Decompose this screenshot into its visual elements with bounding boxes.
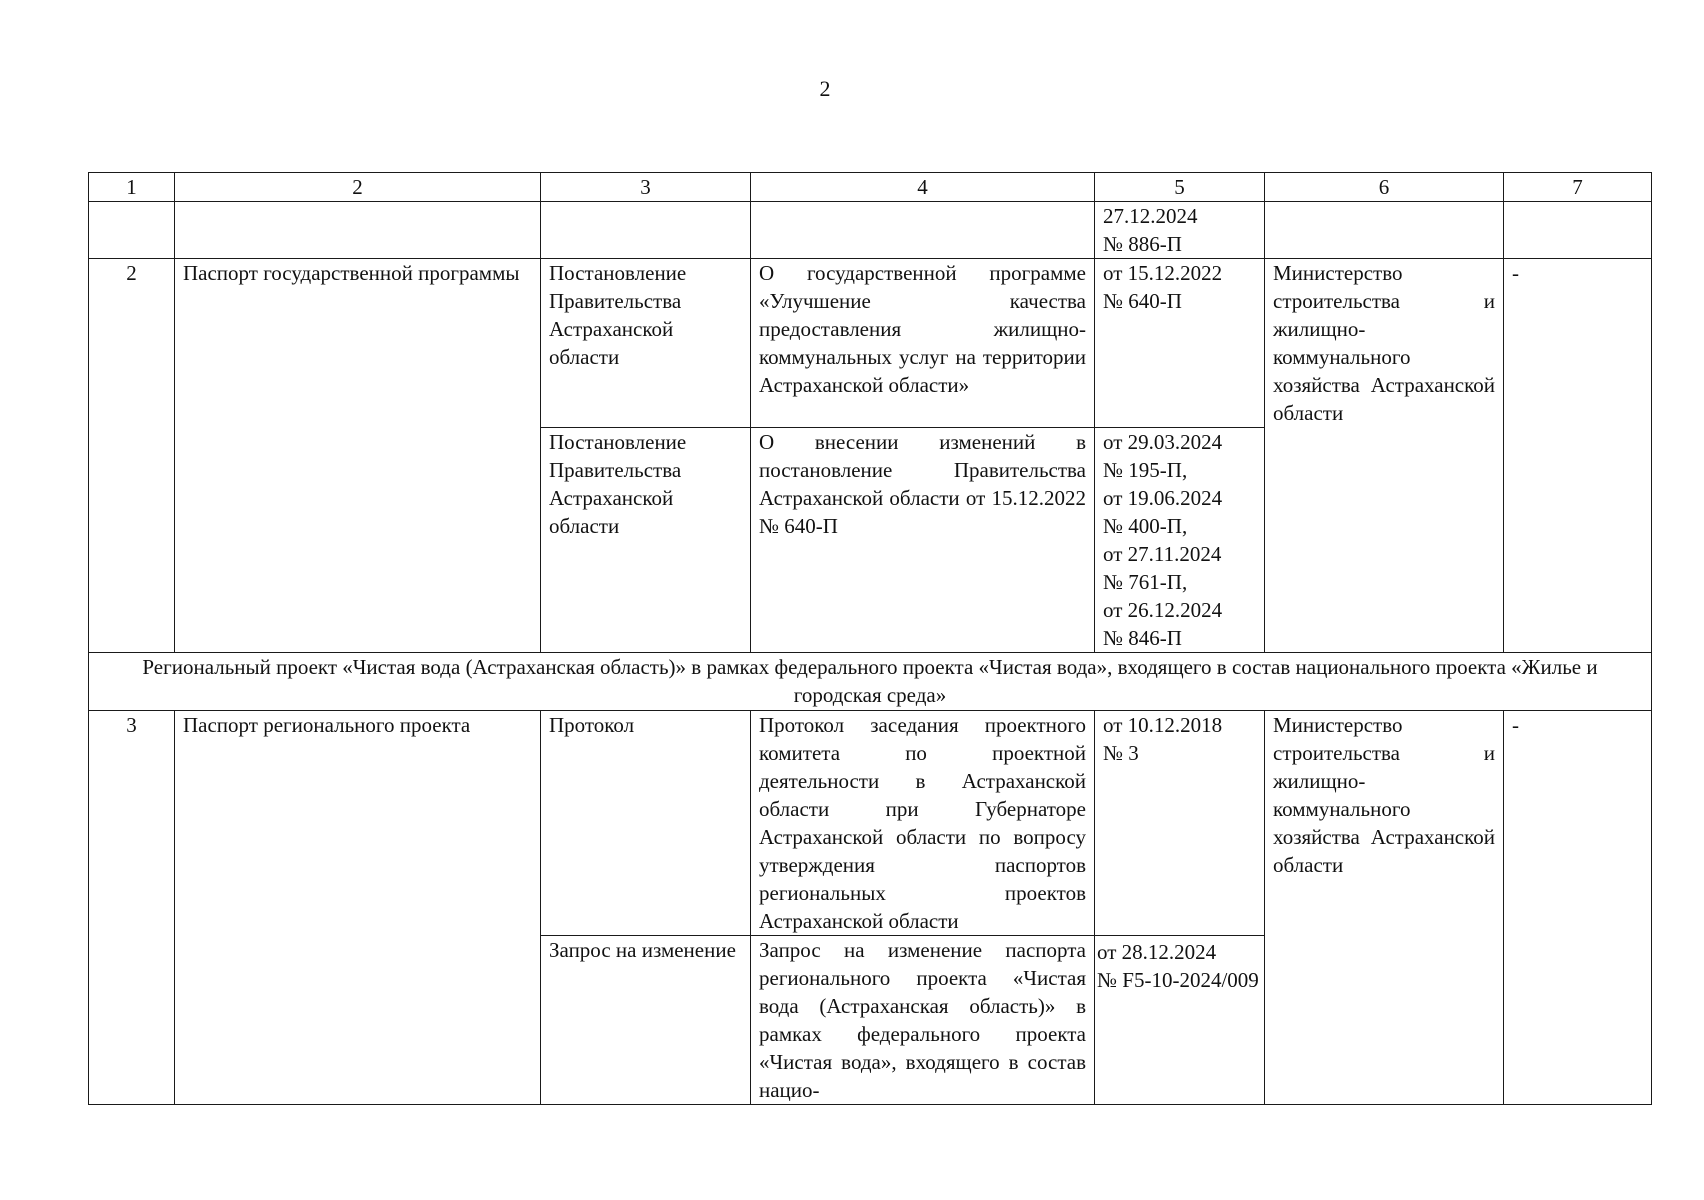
note-cell: - [1504, 259, 1652, 653]
header-cell-2: 2 [175, 173, 541, 202]
document-number: № 640-П [1103, 289, 1182, 313]
amendment-date: от 27.11.2024 [1103, 542, 1222, 566]
document-date-cell [1095, 259, 1265, 428]
header-cell-5: 5 [1095, 173, 1265, 202]
document-date-cell [1095, 711, 1265, 936]
continuation-number: № 886-П [1103, 232, 1182, 256]
continuation-row [89, 202, 1652, 259]
amendment-number: № 846-П [1103, 626, 1182, 650]
header-cell-7: 7 [1504, 173, 1652, 202]
section-row [89, 653, 1652, 711]
document-number: № F5-10-2024/009 [1097, 968, 1259, 992]
document-type: Постановление Правительства Астраханской области [541, 259, 751, 428]
table-row [89, 711, 1652, 936]
amendment-number: № 195-П, [1103, 458, 1188, 482]
amendment-number: № 761-П, [1103, 570, 1188, 594]
continuation-date: 27.12.2024 [1103, 204, 1198, 228]
continuation-date-cell [1095, 202, 1265, 259]
header-cell-4: 4 [751, 173, 1095, 202]
note-cell: - [1504, 711, 1652, 1105]
header-row [89, 173, 1652, 202]
document-type: Протокол [541, 711, 751, 936]
row-number: 2 [89, 259, 175, 653]
document-date: от 10.12.2018 [1103, 713, 1223, 737]
row-number: 3 [89, 711, 175, 1105]
document-title: Протокол заседания проектного комитета по проектной деятельности в Астраханской области при Губернаторе Астраханской области по вопросу утверждения паспортов региональных проектов Астраханской области [751, 711, 1095, 936]
table-row [89, 259, 1652, 428]
header-cell-3: 3 [541, 173, 751, 202]
responsible-org: Министерство строительства и жилищно-коммунального хозяйства Астраханской области [1265, 259, 1504, 653]
document-title: О внесении изменений в постановление Правительства Астраханской области от 15.12.2022 № 640-П [751, 428, 1095, 653]
amendment-date: от 19.06.2024 [1103, 486, 1223, 510]
document-title: Запрос на изменение паспорта регионального проекта «Чистая вода (Астраханская область)» в рамках федерального проекта «Чистая вода», входящего в состав нацио- [751, 936, 1095, 1105]
header-cell-1: 1 [89, 173, 175, 202]
page-number: 2 [819, 76, 831, 101]
document-date: от 28.12.2024 [1097, 940, 1217, 964]
section-title: Региональный проект «Чистая вода (Астраханская область)» в рамках федерального проекта «Чистая вода», входящего в состав национального проекта «Жилье и городская среда» [89, 653, 1652, 711]
header-cell-6: 6 [1265, 173, 1504, 202]
responsible-org: Министерство строительства и жилищно-коммунального хозяйства Астраханской области [1265, 711, 1504, 1105]
document-date: от 15.12.2022 [1103, 261, 1223, 285]
document-type: Постановление Правительства Астраханской области [541, 428, 751, 653]
document-name: Паспорт государственной программы [175, 259, 541, 653]
amendment-date: от 29.03.2024 [1103, 430, 1223, 454]
document-type: Запрос на изменение [541, 936, 751, 1105]
registry-table [88, 172, 1652, 1105]
amendment-date: от 26.12.2024 [1103, 598, 1223, 622]
amendment-dates-cell [1095, 428, 1265, 653]
document-name: Паспорт регионального проекта [175, 711, 541, 1105]
document-date-cell [1095, 936, 1265, 1105]
document-title: О государственной программе «Улучшение качества предоставления жилищно-коммунальных услуг на территории Астраханской области» [751, 259, 1095, 428]
document-number: № 3 [1103, 741, 1139, 765]
amendment-number: № 400-П, [1103, 514, 1188, 538]
